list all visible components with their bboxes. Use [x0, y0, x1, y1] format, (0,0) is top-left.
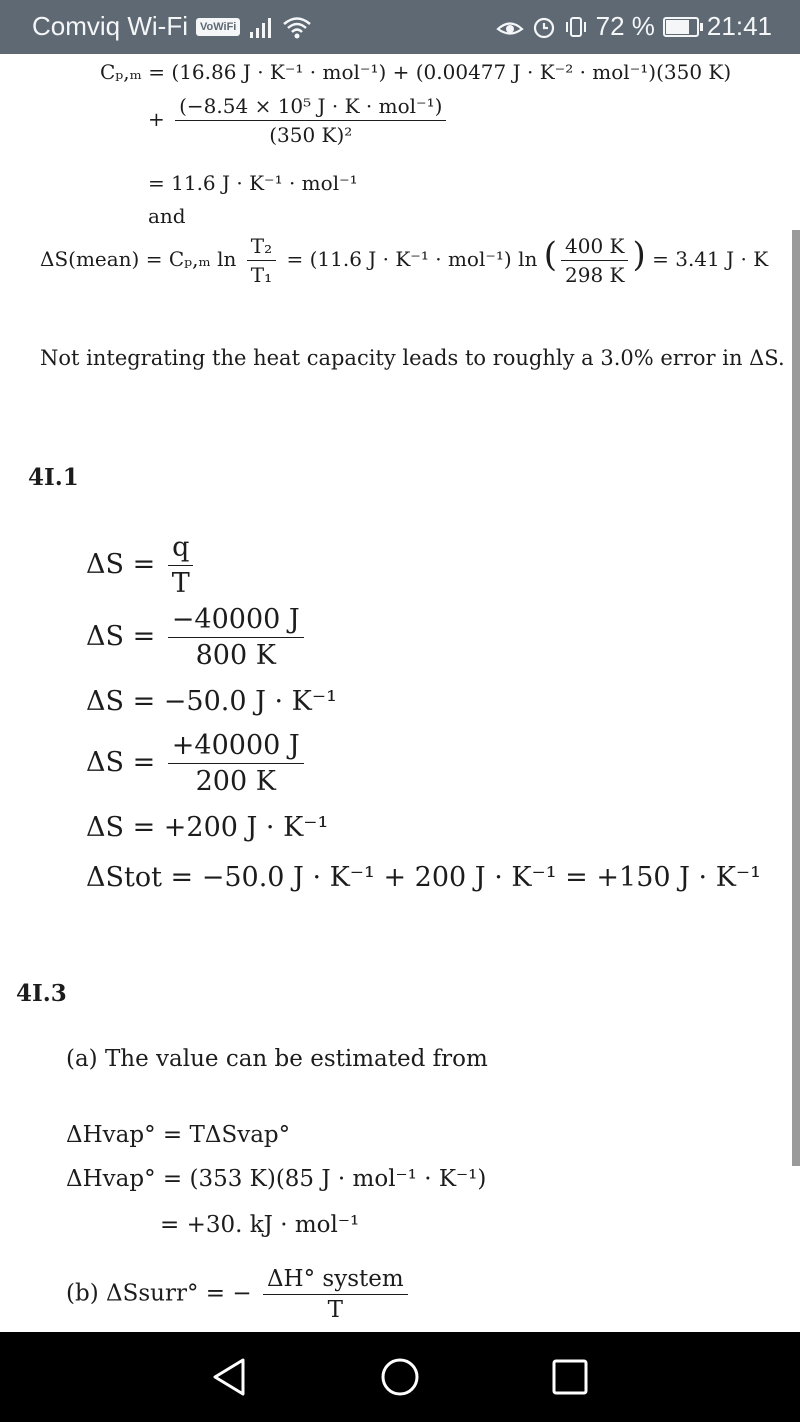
status-bar [0, 0, 800, 54]
error-note: Not integrating the heat capacity leads to roughly a 3.0% error in ΔS. [40, 346, 785, 370]
eq2-numerator: −40000 J [168, 604, 304, 638]
recents-icon[interactable] [545, 1352, 595, 1402]
eq1-fraction [168, 532, 194, 599]
section-heading-4I3: 4I.3 [16, 980, 67, 1007]
navigation-bar [0, 1332, 800, 1422]
t-ratio-denominator: T₁ [250, 263, 273, 287]
cp-fraction-numerator: (−8.54 × 10⁵ J · K · mol⁻¹) [175, 94, 446, 121]
eq-dh-vap-result: = +30. kJ · mol⁻¹ [160, 1212, 360, 1238]
battery-percent: 72 % [595, 11, 655, 41]
and-word: and [148, 204, 186, 228]
cp-equation-result: = 11.6 J · K⁻¹ · mol⁻¹ [148, 171, 358, 195]
eye-icon [496, 16, 524, 38]
home-icon[interactable] [375, 1352, 425, 1402]
k-ratio-denominator: 298 K [565, 263, 625, 287]
part-a-text: (a) The value can be estimated from [66, 1046, 488, 1072]
k-ratio [561, 234, 628, 287]
t-ratio [247, 234, 276, 287]
cp-equation-fraction [148, 94, 450, 147]
eq-ds-cold [86, 730, 308, 797]
t-ratio-numerator: T₂ [247, 234, 276, 261]
eq-ds-cold-result: ΔS = +200 J · K⁻¹ [86, 812, 329, 843]
battery-level-fill [666, 20, 689, 34]
battery-icon [663, 17, 699, 37]
document-view[interactable] [0, 54, 800, 1332]
eq-ds-surr [66, 1266, 412, 1323]
alarm-icon [532, 15, 556, 39]
eq1-lhs: ΔS = [86, 549, 156, 580]
eq2-fraction [168, 604, 304, 671]
eq1-denominator: T [171, 568, 190, 599]
eq4-denominator: 200 K [195, 766, 276, 797]
scrollbar[interactable] [792, 230, 800, 1166]
eq2-lhs: ΔS = [86, 621, 156, 652]
plus-sign: + [148, 107, 165, 131]
wifi-icon [282, 15, 312, 39]
eq-ds-total: ΔStot = −50.0 J · K⁻¹ + 200 J · K⁻¹ = +150 J · K⁻¹ [86, 862, 761, 893]
ds-mean-equation: ΔS(mean) = Cₚ,ₘ ln $\frac{\text{T₂}}{\text{T₁}}$ = (11.6 J · K⁻¹ · mol⁻¹) ln ( $\frac{400 K}{298 K}$ ) = 3.41 J · K [40, 234, 769, 287]
section-heading-4I1: 4I.1 [28, 464, 79, 491]
vibrate-icon [564, 15, 588, 39]
eq-ds-hot [86, 604, 308, 671]
eq4-fraction [168, 730, 304, 797]
k-ratio-numerator: 400 K [561, 234, 628, 261]
cp-equation-line1: Cₚ,ₘ = (16.86 J · K⁻¹ · mol⁻¹) + (0.00477 J · K⁻² · mol⁻¹)(350 K) [100, 60, 732, 84]
eq-dh-vap-1: ΔHvap° = TΔSvap° [66, 1122, 291, 1148]
carrier-label: Comviq Wi-Fi [32, 11, 188, 41]
vowifi-badge: VoWiFi [196, 18, 240, 36]
eq-dh-vap-2: ΔHvap° = (353 K)(85 J · mol⁻¹ · K⁻¹) [66, 1166, 487, 1192]
part-b-denominator: T [327, 1297, 343, 1323]
eq4-numerator: +40000 J [168, 730, 304, 764]
eq1-numerator: q [168, 532, 193, 566]
back-icon[interactable] [205, 1352, 255, 1402]
part-b-fraction [263, 1266, 408, 1323]
ds-mean-rhs: = 3.41 J · K [652, 247, 769, 271]
part-b-lhs: (b) ΔSsurr° = − [66, 1280, 252, 1307]
cp-fraction-denominator: (350 K)² [269, 123, 353, 147]
signal-icon [248, 16, 274, 38]
cp-fraction [175, 94, 446, 147]
eq4-lhs: ΔS = [86, 747, 156, 778]
eq-ds-q-over-t [86, 532, 198, 599]
part-b-numerator: ΔH° system [263, 1266, 408, 1295]
ds-mean-middle: = (11.6 J · K⁻¹ · mol⁻¹) ln [286, 247, 538, 271]
eq-ds-hot-result: ΔS = −50.0 J · K⁻¹ [86, 686, 337, 717]
ds-mean-lhs: ΔS(mean) = Cₚ,ₘ ln [40, 247, 237, 271]
eq2-denominator: 800 K [195, 640, 276, 671]
clock: 21:41 [706, 11, 772, 41]
